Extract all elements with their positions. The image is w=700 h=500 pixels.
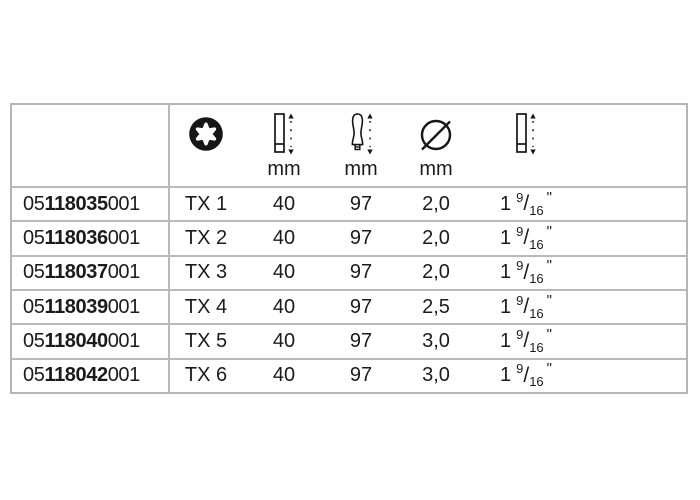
overall-length-inch-value: 1 9 / 16 " (500, 257, 552, 287)
handle-length-column-header (326, 105, 396, 186)
unit-label: mm (267, 158, 301, 180)
unit-label: mm (344, 158, 378, 180)
tip-size: TX 2 (184, 226, 228, 249)
blade-length-value: 40 (272, 226, 296, 249)
row-filler-cell (576, 188, 686, 220)
overall-length-inch-value: 1 9 / 16 " (500, 325, 552, 355)
tip-size: TX 5 (184, 329, 228, 352)
blade-length-icon (514, 111, 538, 157)
tip-size: TX 1 (184, 192, 228, 215)
diameter-icon (415, 111, 457, 157)
unit-label: mm (419, 158, 453, 180)
blade-diameter-value: 2,0 (422, 226, 450, 249)
blade-length-column-header (242, 105, 326, 186)
overall-length-inch-value: 1 9 / 16 " (500, 222, 552, 252)
table-row (12, 323, 686, 357)
blade-diameter-value: 2,5 (422, 295, 450, 318)
overall-length-inch-value: 1 9 / 16 " (500, 188, 552, 218)
article-number: 05 118035 001 (12, 188, 170, 220)
handle-length-value: 97 (349, 295, 373, 318)
row-filler-cell (576, 325, 686, 357)
blade-length-value: 40 (272, 192, 296, 215)
table-row (12, 358, 686, 392)
article-number: 05 118040 001 (12, 325, 170, 357)
blade-length-value: 40 (272, 295, 296, 318)
blade-length-icon (272, 111, 296, 157)
tip-size: TX 4 (184, 295, 228, 318)
table-row (12, 255, 686, 289)
handle-length-value: 97 (349, 226, 373, 249)
row-filler-cell (576, 257, 686, 289)
article-number: 05 118039 001 (12, 291, 170, 323)
row-filler-cell (576, 291, 686, 323)
overall-length-inch-column-header (476, 105, 576, 186)
table-row (12, 186, 686, 220)
blade-diameter-column-header (396, 105, 476, 186)
blade-length-value: 40 (272, 329, 296, 352)
header-filler-cell (576, 105, 686, 186)
handle-length-value: 97 (349, 192, 373, 215)
article-number: 05 118042 001 (12, 360, 170, 392)
table-header-row (12, 105, 686, 186)
handle-length-icon (347, 111, 375, 157)
table-row (12, 220, 686, 254)
row-filler-cell (576, 222, 686, 254)
table-row (12, 289, 686, 323)
article-number: 05 118036 001 (12, 222, 170, 254)
tip-size: TX 6 (184, 364, 228, 387)
torx-size-column-header (170, 105, 242, 186)
handle-length-value: 97 (349, 364, 373, 387)
tip-size: TX 3 (184, 261, 228, 284)
handle-length-value: 97 (349, 261, 373, 284)
handle-length-value: 97 (349, 329, 373, 352)
overall-length-inch-value: 1 9 / 16 " (500, 360, 552, 390)
overall-length-inch-value: 1 9 / 16 " (500, 291, 552, 321)
blade-diameter-value: 2,0 (422, 261, 450, 284)
product-spec-table (10, 103, 688, 394)
article-number: 05 118037 001 (12, 257, 170, 289)
blade-length-value: 40 (272, 261, 296, 284)
torx-icon (188, 111, 224, 157)
blade-length-value: 40 (272, 364, 296, 387)
row-filler-cell (576, 360, 686, 392)
blade-diameter-value: 3,0 (422, 329, 450, 352)
article-number-column-header (12, 105, 170, 186)
blade-diameter-value: 2,0 (422, 192, 450, 215)
blade-diameter-value: 3,0 (422, 364, 450, 387)
